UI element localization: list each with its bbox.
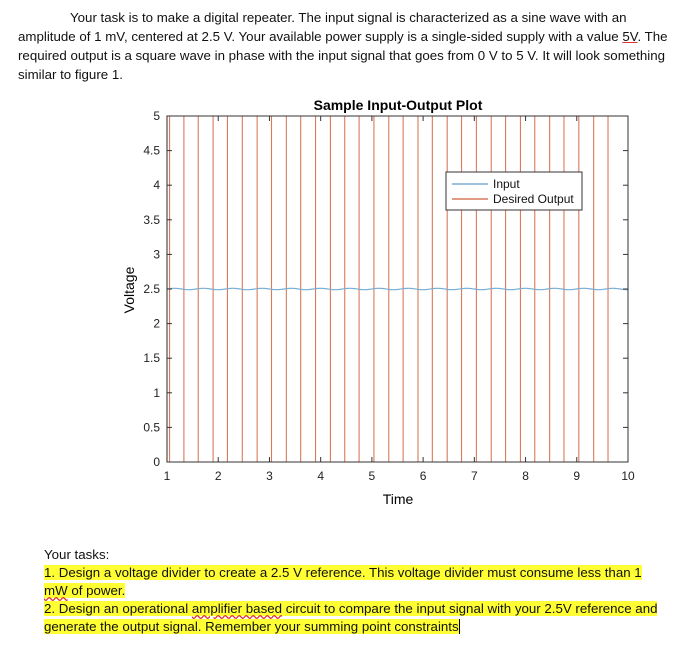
y-tick-label: 2 [153,316,160,331]
y-tick-label: 0.5 [143,420,160,435]
y-axis-label: Voltage [121,266,137,314]
x-tick-label: 7 [470,469,478,483]
tasks-heading: Your tasks: [44,547,110,562]
x-tick-label: 10 [621,469,635,483]
x-tick-label: 1 [163,469,171,483]
y-tick-label: 3.5 [143,212,160,227]
y-tick-label: 3 [153,247,160,262]
x-tick-label: 6 [419,469,427,483]
y-tick-label: 0 [153,455,160,469]
task-1 [44,564,664,600]
intro-text-part3: . The required output is a square wave in phase with the input signal that goes from 0 V to 5 V. It will look something similar to figure 1. [18,29,668,82]
task-2-phrase: amplifier based [191,601,283,616]
y-tick-label: 2.5 [143,282,160,296]
y-tick-label: 5 [153,109,160,123]
x-tick-label: 8 [522,469,529,483]
task-1-text-c: of power. [67,583,126,598]
x-tick-label: 5 [368,469,376,483]
task-1-text-a: 1. Design a voltage divider to create a 2.5 V reference. This voltage divider must consume less than 1 [44,565,642,580]
intro-paragraph [18,8,678,84]
task-2-text-c[interactable]: circuit to compare the input signal with your 2.5V reference and generate the output signal. Remember your summing point constraints [44,601,658,634]
x-tick-label: 9 [573,469,581,483]
intro-text-part1: Your task is to make a digital repeater. The input signal is characterized as a sine wave with an amplitude of 1 mV, centered at 2.5 V. Your available power supply is a single-sided supply with a value [18,10,627,44]
x-tick-label: 3 [266,469,273,483]
legend-entry: Input [493,177,520,191]
x-tick-label: 4 [317,469,325,483]
intro-text [18,8,678,84]
supply-value: 5V [622,29,638,44]
y-tick-label: 1 [153,385,160,400]
legend-entry: Desired Output [493,192,574,206]
x-tick-label: 2 [214,469,222,483]
input-series [167,288,628,289]
x-axis-label: Time [382,491,414,507]
y-tick-label: 4.5 [143,143,160,158]
sample-input-output-plot [0,90,700,520]
task-1-unit: mW [44,583,68,598]
tasks-section [44,546,664,636]
task-2 [44,600,664,636]
chart-title: Sample Input-Output Plot [313,97,483,113]
task-2-text-a: 2. Design an operational [44,601,192,616]
y-tick-label: 1.5 [143,351,160,366]
y-tick-label: 4 [153,178,160,193]
